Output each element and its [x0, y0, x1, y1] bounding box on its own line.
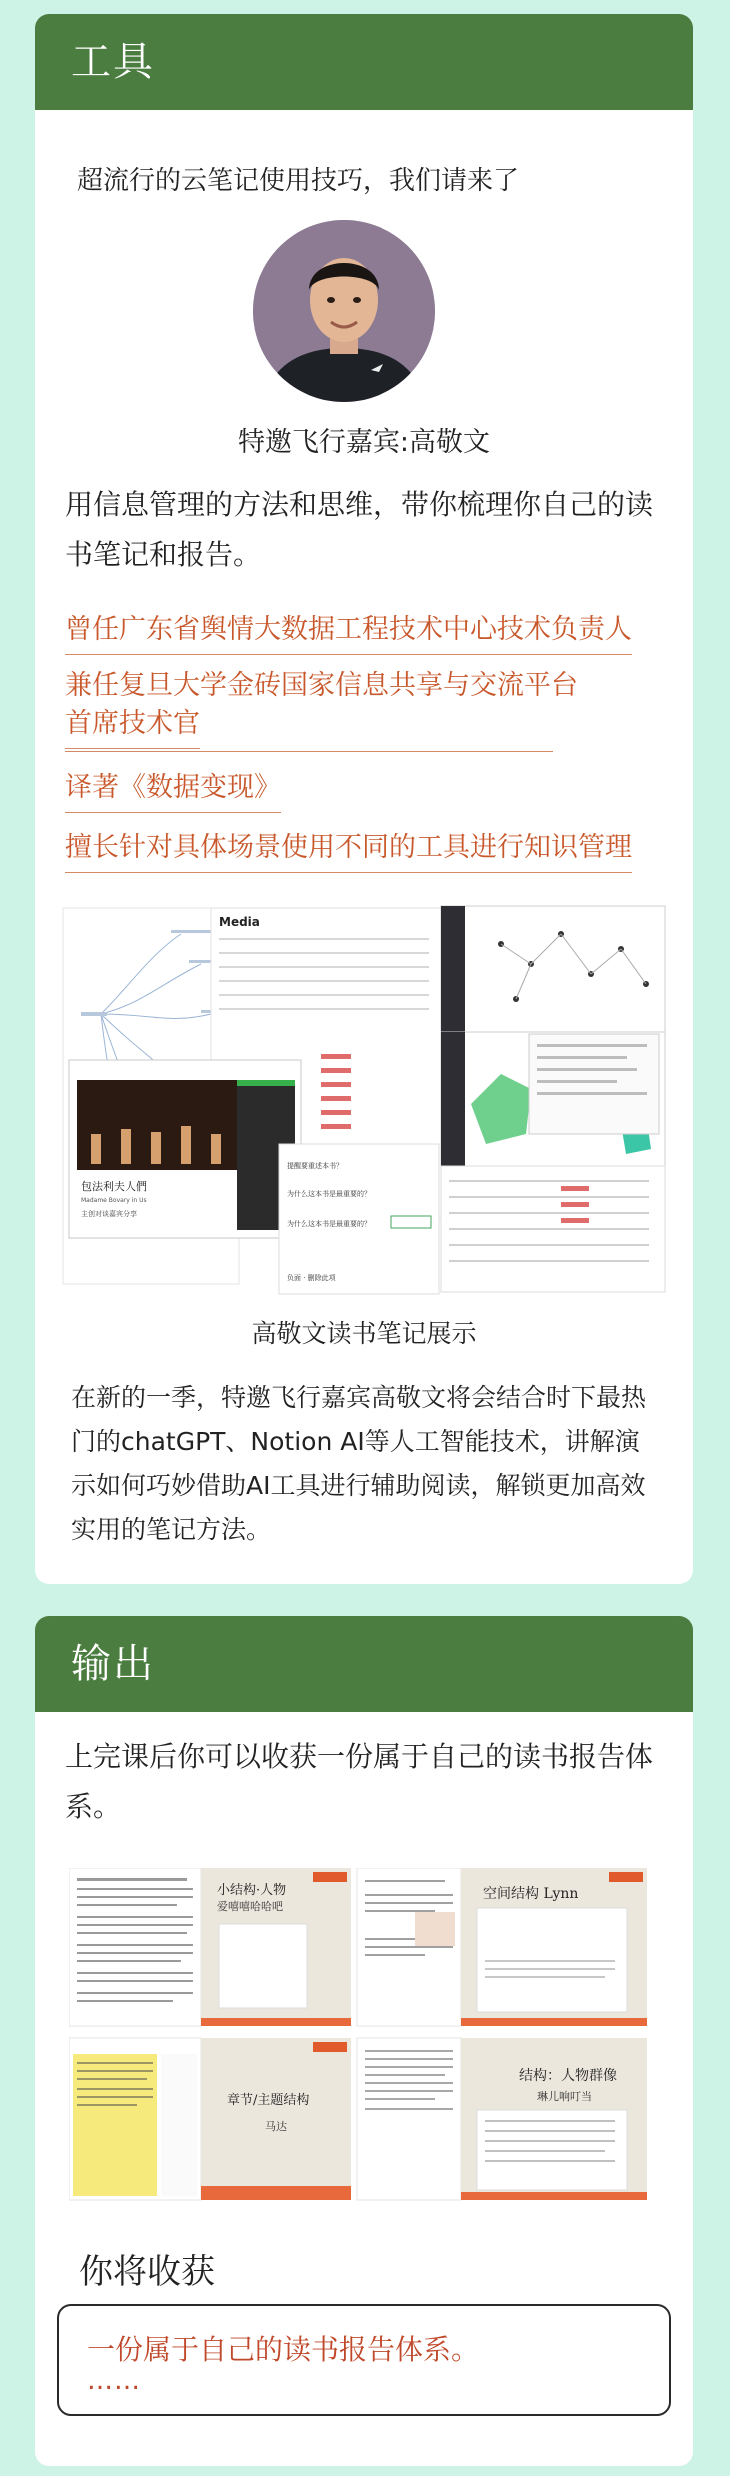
- output-card: [35, 1616, 693, 2466]
- output-header: 输出: [35, 1616, 693, 1712]
- screenshots-caption: 高敬文读书笔记展示: [251, 1319, 477, 1348]
- chat-prompt-4: 负面 · 删除此项: [287, 1274, 336, 1282]
- report-title-4: 结构：人物群像: [519, 2068, 617, 2084]
- tools-card: [35, 14, 693, 1584]
- report-samples: [69, 1868, 647, 2204]
- chat-prompt-2: 为什么这本书是最重要的？: [287, 1190, 371, 1198]
- output-description: 上完课后你可以收获一份属于自己的读书报告体系。: [65, 1740, 654, 1823]
- notes-collage: [61, 904, 667, 1302]
- highlight-item: 曾任广东省舆情大数据工程技术中心技术负责人: [65, 608, 632, 655]
- guest-avatar: [253, 220, 435, 402]
- report-subtitle-3: 马达: [265, 2120, 287, 2133]
- notes-screenshots: [61, 904, 667, 1302]
- highlight-underline: [65, 751, 553, 752]
- tools-description: 用信息管理的方法和思维，带你梳理你自己的读书笔记和报告。: [65, 488, 654, 571]
- chat-prompt-1: 提醒要重述本书？: [287, 1162, 343, 1170]
- chat-prompt-3: 为什么这本书是最重要的？: [287, 1220, 371, 1228]
- report-title-3: 章节/主题结构: [227, 2093, 310, 2108]
- gain-box: [57, 2304, 671, 2416]
- highlight-item: 擅长针对具体场景使用不同的工具进行知识管理: [65, 826, 632, 873]
- report-collage: [69, 1868, 647, 2204]
- video-note: 主创对谈嘉宾分享: [81, 1210, 137, 1218]
- gain-text: 一份属于自己的读书报告体系。: [87, 2333, 480, 2366]
- highlight-item: 译著《数据变现》: [65, 766, 281, 813]
- tools-header: 工具: [35, 14, 693, 110]
- media-title: Media: [219, 915, 260, 929]
- report-subtitle-4: 琳儿响叮当: [537, 2090, 592, 2103]
- report-subtitle-1: 爱嘻嘻哈哈吧: [217, 1900, 283, 1913]
- tools-paragraph: 在新的一季，特邀飞行嘉宾高敬文将会结合时下最热门的chatGPT、Notion AI等人工智能技术，讲解演示如何巧妙借助AI工具进行辅助阅读，解锁更加高效实用的笔记方法。: [71, 1383, 647, 1544]
- report-title-2: 空间结构 Lynn: [483, 1886, 579, 1902]
- video-subtitle: Madame Bovary in Us: [81, 1197, 147, 1204]
- video-title: 包法利夫人們: [81, 1180, 147, 1193]
- gain-subheading: 你将收获: [79, 2252, 215, 2292]
- report-title-1: 小结构·人物: [217, 1883, 287, 1898]
- tools-intro: 超流行的云笔记使用技巧，我们请来了: [77, 166, 520, 196]
- guest-name: 特邀飞行嘉宾:高敬文: [237, 427, 491, 458]
- guest-photo: [253, 220, 435, 402]
- gain-ellipsis: ……: [87, 2366, 141, 2396]
- highlight-item: 兼任复旦大学金砖国家信息共享与交流平台: [65, 670, 578, 701]
- highlight-item: 首席技术官: [65, 702, 200, 749]
